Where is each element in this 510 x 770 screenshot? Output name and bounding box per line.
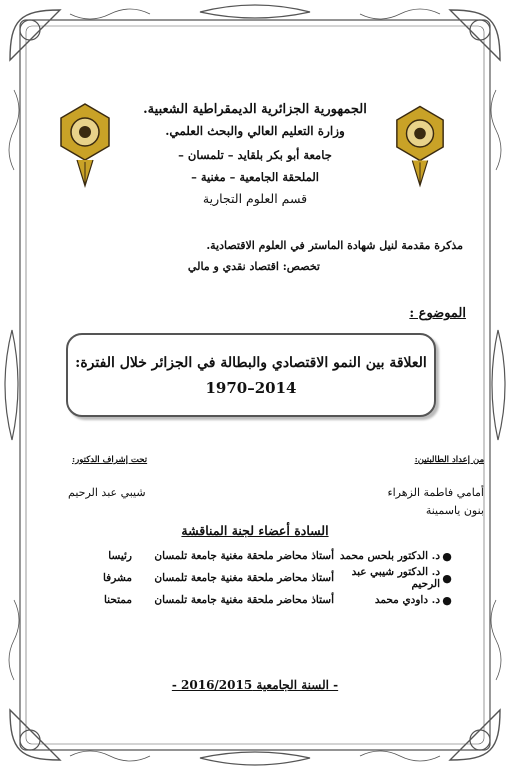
member-role: رئيسا (108, 550, 132, 562)
thesis-title-line2: 2014–1970 (205, 379, 297, 397)
thesis-specialty: تخصص: اقتصاد نقدي و مالي (187, 260, 320, 273)
university-emblem-icon-left (57, 102, 113, 190)
student-name-2: بنون ياسمينة (425, 504, 484, 517)
bullet-icon: ● (442, 593, 452, 607)
students-label: من إعداد الطالبتين: (414, 455, 484, 465)
committee-heading: السادة أعضاء لجنة المناقشة (181, 523, 329, 538)
committee-list (58, 545, 454, 611)
committee-member-row (58, 567, 454, 589)
member-name: د. الدكتور بلحس محمد (339, 550, 440, 562)
subject-label: الموضوع : (409, 306, 466, 321)
bullet-icon: ● (442, 571, 452, 585)
thesis-purpose: مذكرة مقدمة لنيل شهادة الماستر في العلوم الاقتصادية. (206, 239, 463, 252)
committee-member-row (58, 589, 454, 611)
member-title: أستاذ محاضر ملحقة مغنية جامعة تلمسان (154, 550, 334, 562)
member-title: أستاذ محاضر ملحقة مغنية جامعة تلمسان (154, 572, 334, 584)
academic-year: - السنة الجامعية 2016/2015 - (171, 678, 339, 692)
republic-name: الجمهورية الجزائرية الديمقراطية الشعبية. (143, 102, 367, 117)
bullet-icon: ● (442, 549, 452, 563)
member-name: د. الدكتور شيبي عبد الرحيم (351, 566, 440, 590)
member-role: مشرفا (102, 572, 132, 584)
supervisor-name: شيبي عبد الرحيم (68, 486, 146, 499)
student-name-1: أمامي فاطمة الزهراء (387, 486, 484, 499)
thesis-title-line1: العلاقة بين النمو الاقتصادي والبطالة في الجزائر خلال الفترة: (75, 355, 427, 371)
member-name: د. داودي محمد (374, 594, 440, 606)
member-title: أستاذ محاضر ملحقة مغنية جامعة تلمسان (154, 594, 334, 606)
thesis-title-box (66, 333, 436, 417)
university-name: جامعة أبو بكر بلقايد – تلمسان – (178, 148, 332, 162)
member-role: ممتحنا (103, 594, 132, 606)
university-emblem-icon-right (393, 104, 447, 190)
annex-name: الملحقة الجامعية – مغنية – (191, 170, 319, 184)
supervisor-label: تحت إشراف الدكتور: (72, 455, 148, 465)
department-name: قسم العلوم التجارية (202, 191, 308, 206)
ministry-name: وزارة التعليم العالي والبحث العلمي. (165, 124, 345, 138)
committee-member-row (58, 545, 454, 567)
